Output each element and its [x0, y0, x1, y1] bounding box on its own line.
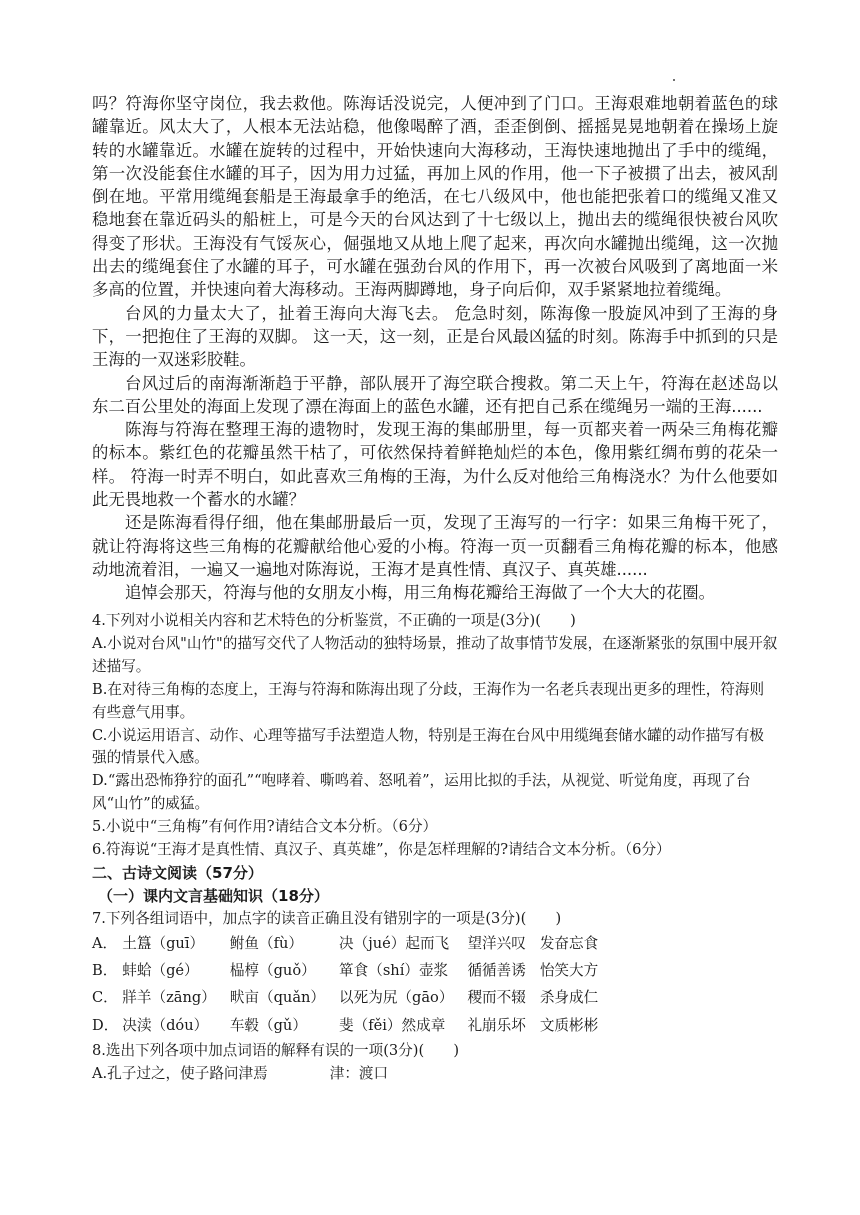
story-paragraph-6: 追悼会那天，符海与他的女朋友小梅，用三角梅花瓣给王海做了一个大大的花圈。 [125, 583, 716, 603]
story-paragraph-4: 陈海与符海在整理王海的遗物时，发现王海的集邮册里，每一页都夹着一两朵三角梅花瓣的标本。紫红色的花瓣虽然干枯了，可依然保持着鲜艳灿烂的本色，像用紫红绸布剪的花朵一样。 符海一时弄不明白，如此喜欢三角梅的王海，为什么反对他给三角梅浇水？为什么他要如此无畏地救一个蓄水的水罐？ [92, 420, 778, 510]
option-word: 榀椁（guǒ） [229, 962, 316, 980]
option-word: 杀身成仁 [539, 989, 599, 1007]
questions-section [92, 610, 778, 1086]
question-4-option-c: C.小说运用语言、动作、心理等描写手法塑造人物，特别是王海在台风中用缆绳套储水罐的动作描写有极强的情景代入感。 [92, 726, 765, 767]
option-word: 土簋（guī） [122, 934, 205, 952]
option-word: 发奋忘食 [539, 934, 599, 952]
story-paragraph-3: 台风过后的南海渐渐趋于平静，部队展开了海空联合搜救。第二天上午，符海在赵述岛以东二百公里处的海面上发现了漂在海面上的蓝色水罐，还有把自己系在缆绳另一端的王海...... [92, 373, 778, 416]
option-word: 车毂（gǔ） [229, 1016, 307, 1034]
question-7-row-b [92, 958, 612, 985]
question-7-row-d [92, 1013, 612, 1040]
question-5: 5.小说中“三角梅”有何作用?请结合文本分析。（6分） [92, 818, 438, 836]
story-paragraph-1: 吗？符海你坚守岗位，我去救他。陈海话没说完，人便冲到了门口。王海艰难地朝着蓝色的球罐靠近。风太大了，人根本无法站稳，他像喝醉了酒，歪歪倒倒、摇摇晃晃地朝着在操场上旋转的水罐靠近。水罐在旋转的过程中，开始快速向大海移动，王海快速地抛出了手中的缆绳，第一次没能套住水罐的耳子，因为用力过猛，再加上风的作用，他一下子被掼了出去，被风刮倒在地。平常用缆绳套船是王海最拿手的绝活，在七八级风中，他也能把张着口的缆绳又准又稳地套在靠近码头的船桩上，可是今天的台风达到了十七级以上，抛出去的缆绳很快被台风吹得变了形状。王海没有气馁灰心，倔强地又从地上爬了起来，再次向水罐抛出缆绳，这一次抛出去的缆绳套住了水罐的耳子，可水罐在强劲台风的作用下，再一次被台风吸到了离地面一米多高的位置，并快速向着大海移动。王海两脚蹲地，身子向后仰，双手紧紧地拉着缆绳。 [92, 94, 778, 300]
story-text [92, 92, 778, 605]
option-word: 蚌蛤（gé） [122, 962, 199, 980]
question-7-row-c [92, 985, 612, 1012]
option-word: 畎亩（quǎn） [229, 989, 326, 1007]
option-label: C． [92, 989, 118, 1007]
option-word: 决（jué）起而飞 [339, 934, 450, 952]
question-4-option-a: A.小说对台风"山竹"的描写交代了人物活动的独特场景，推动了故事情节发展，在逐渐紧张的氛围中展开叙述描写。 [92, 634, 778, 675]
question-7-stem: 7.下列各组词语中，加点字的读音正确且没有错别字的一项是(3分)( ) [92, 909, 562, 927]
option-word: 怡笑大方 [539, 962, 599, 980]
option-word: 箪食（shí）壶浆 [339, 962, 449, 980]
question-6: 6.符海说“王海才是真性情、真汉子、真英雄”，你是怎样理解的?请结合文本分析。（6分） [92, 841, 671, 859]
question-8-option-a-text: A.孔子过之，使子路问津焉 [92, 1064, 268, 1082]
option-word: 鲋鱼（fù） [229, 934, 303, 952]
question-7-row-a [92, 931, 612, 958]
section-2-heading: 二、古诗文阅读（57分） [92, 863, 263, 882]
question-4-option-b: B.在对待三角梅的态度上，王海与符海和陈海出现了分歧，王海作为一名老兵表现出更多的理性，符海则有些意气用事。 [92, 680, 765, 721]
question-4-option-d: D.“露出恐怖狰狞的面孔”“咆哮着、嘶鸣着、怒吼着”，运用比拟的手法，从视觉、听觉角度，再现了台风“山竹”的威猛。 [92, 772, 751, 813]
option-word: 礼崩乐坏 [467, 1016, 526, 1034]
option-word: 文质彬彬 [539, 1016, 599, 1034]
option-word: 牂羊（zāng） [122, 989, 216, 1007]
story-paragraph-5: 还是陈海看得仔细，他在集邮册最后一页，发现了王海写的一行字：如果三角梅干死了，就让符海将这些三角梅的花瓣献给他心爱的小梅。符海一页一页翻看三角梅花瓣的标本，他感动地流着泪，一遍又一遍地对陈海说，王海才是真性情、真汉子、真英雄...... [92, 513, 778, 579]
option-label: D． [92, 1016, 119, 1034]
section-2-subheading: （一）课内文言基础知识（18分） [98, 886, 329, 905]
option-word: 斐（fěi）然成章 [339, 1016, 446, 1034]
option-word: 稷而不辍 [467, 989, 526, 1007]
option-word: 循循善诱 [467, 962, 526, 980]
option-label: B． [92, 962, 118, 980]
story-paragraph-2: 台风的力量太大了，扯着王海向大海飞去。 危急时刻，陈海像一股旋风冲到了王海的身下，一把抱住了王海的双脚。 这一天，这一刻，正是台风最凶猛的时刻。陈海手中抓到的只是王海的一双迷彩胶鞋。 [92, 303, 778, 370]
option-word: 望洋兴叹 [467, 934, 526, 952]
corner-mark [673, 79, 675, 81]
question-8-option-a-gloss: 津：渡口 [329, 1064, 389, 1082]
option-word: 以死为尻（gāo） [339, 989, 454, 1007]
question-4-stem: 4.下列对小说相关内容和艺术特色的分析鉴赏，不正确的一项是(3分)( ) [92, 612, 576, 629]
option-word: 决渎（dóu） [122, 1016, 209, 1034]
question-8-stem: 8.选出下列各项中加点词语的解释有误的一项(3分)( ) [92, 1041, 460, 1059]
question-7-options [92, 931, 612, 1040]
option-label: A． [92, 934, 118, 952]
question-8-option-a [92, 1063, 778, 1086]
